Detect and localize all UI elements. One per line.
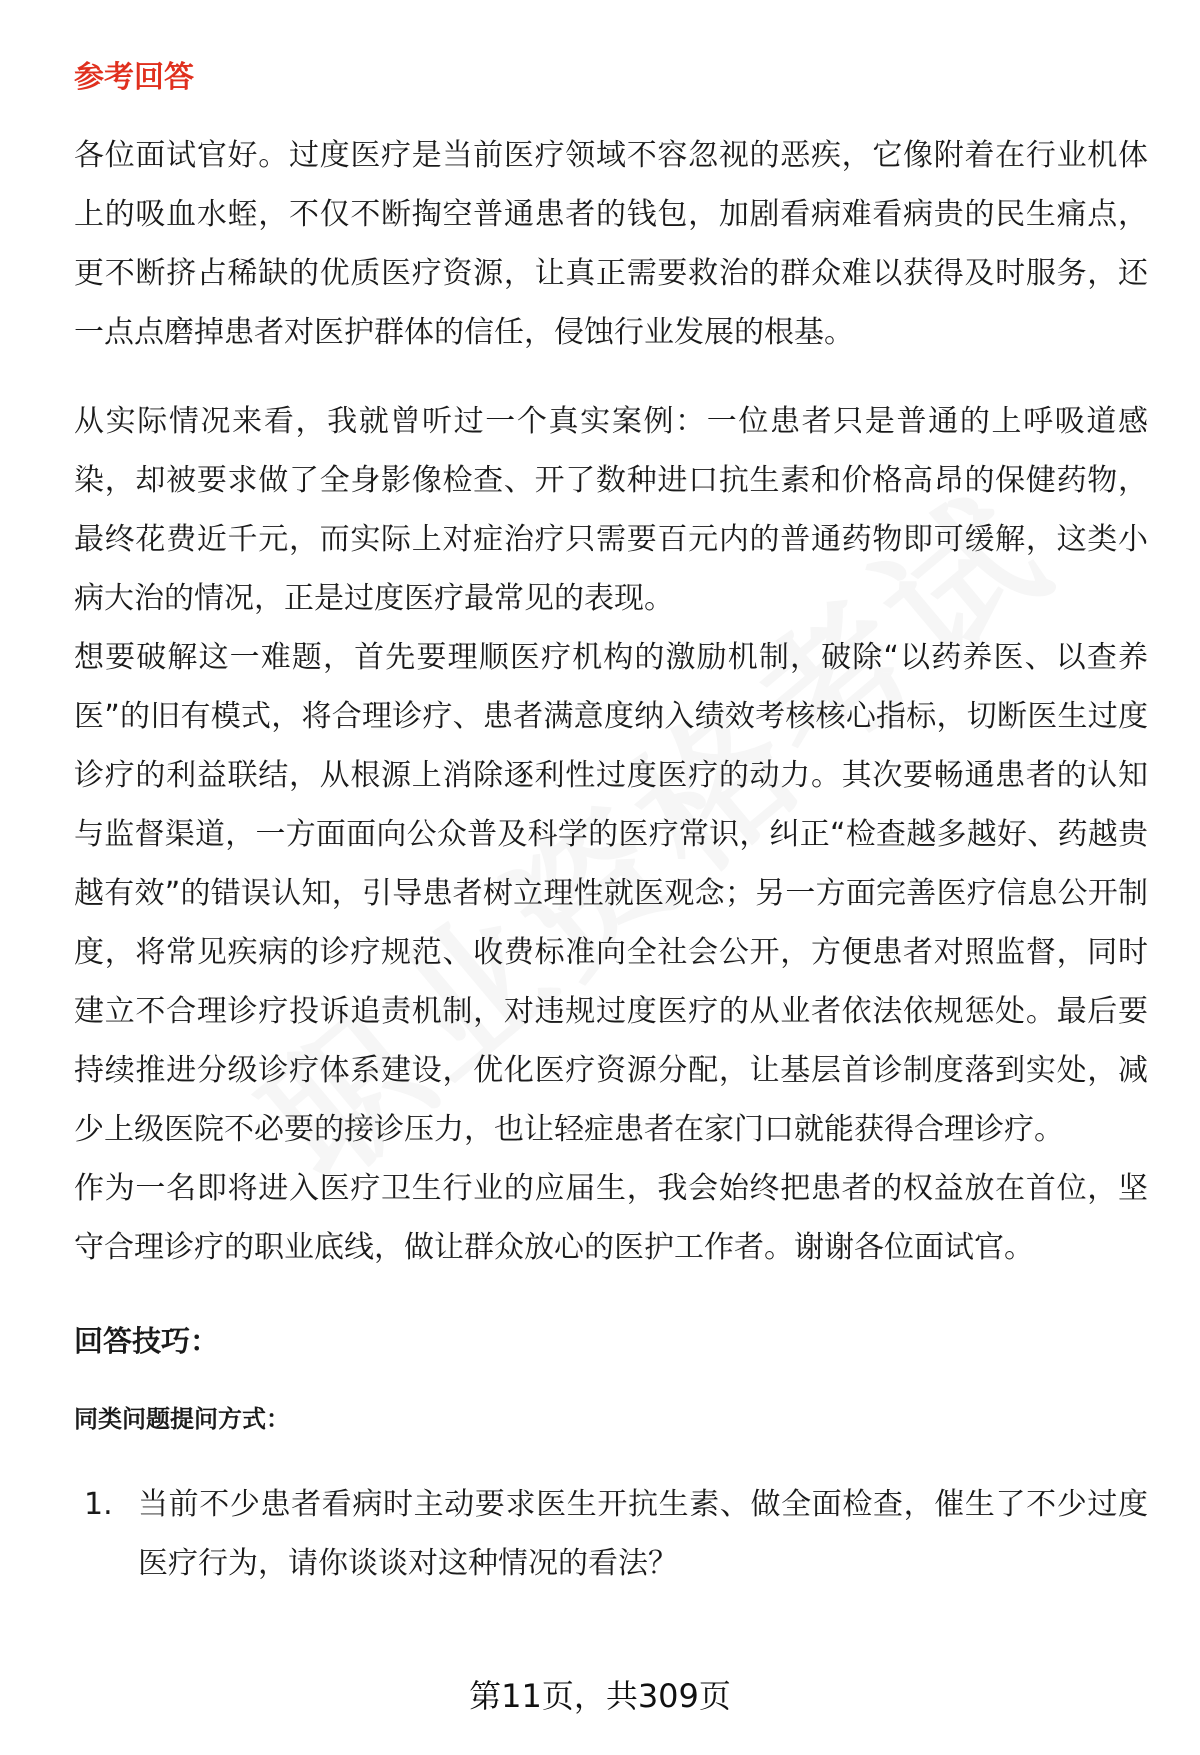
answer-paragraph-3: 想要破解这一难题，首先要理顺医疗机构的激励机制，破除“以药养医、以查养医”的旧有模式，将合理诊疗、患者满意度纳入绩效考核核心指标，切断医生过度诊疗的利益联结，从根源上消除逐利性过度医疗的动力。其次要畅通患者的认知与监督渠道，一方面面向公众普及科学的医疗常识，纠正“检查越多越好、药越贵越有效”的错误认知，引导患者树立理性就医观念；另一方面完善医疗信息公开制度，将常见疾病的诊疗规范、收费标准向全社会公开，方便患者对照监督，同时建立不合理诊疗投诉追责机制，对违规过度医疗的从业者依法依规惩处。最后要持续推进分级诊疗体系建设，优化医疗资源分配，让基层首诊制度落到实处，减少上级医院不必要的接诊压力，也让轻症患者在家门口就能获得合理诊疗。	[74, 640, 1148, 1147]
tips-heading: 回答技巧：	[74, 1324, 220, 1358]
page-number-footer: 第11页，共309页	[469, 1677, 731, 1715]
question-list	[74, 1475, 1148, 1593]
answer-paragraph-4: 作为一名即将进入医疗卫生行业的应届生，我会始终把患者的权益放在首位，坚守合理诊疗的职业底线，做让群众放心的医护工作者。谢谢各位面试官。	[74, 1171, 1148, 1265]
answer-heading: 参考回答	[74, 60, 194, 95]
question-text: 当前不少患者看病时主动要求医生开抗生素、做全面检查，催生了不少过度医疗行为，请你谈谈对这种情况的看法？	[138, 1487, 1148, 1581]
question-number: 1.	[84, 1487, 113, 1522]
answer-paragraph-2: 从实际情况来看，我就曾听过一个真实案例：一位患者只是普通的上呼吸道感染，却被要求做了全身影像检查、开了数种进口抗生素和价格高昂的保健药物，最终花费近千元，而实际上对症治疗只需要百元内的普通药物即可缓解，这类小病大治的情况，正是过度医疗最常见的表现。	[74, 404, 1148, 616]
similar-questions-heading: 同类问题提问方式：	[74, 1405, 290, 1433]
document-body	[74, 56, 1148, 1593]
answer-paragraph-1: 各位面试官好。过度医疗是当前医疗领域不容忽视的恶疾，它像附着在行业机体上的吸血水蛭，不仅不断掏空普通患者的钱包，加剧看病难看病贵的民生痛点，更不断挤占稀缺的优质医疗资源，让真正需要救治的群众难以获得及时服务，还一点点磨掉患者对医护群体的信任，侵蚀行业发展的根基。	[74, 138, 1148, 350]
list-item	[74, 1475, 1148, 1593]
